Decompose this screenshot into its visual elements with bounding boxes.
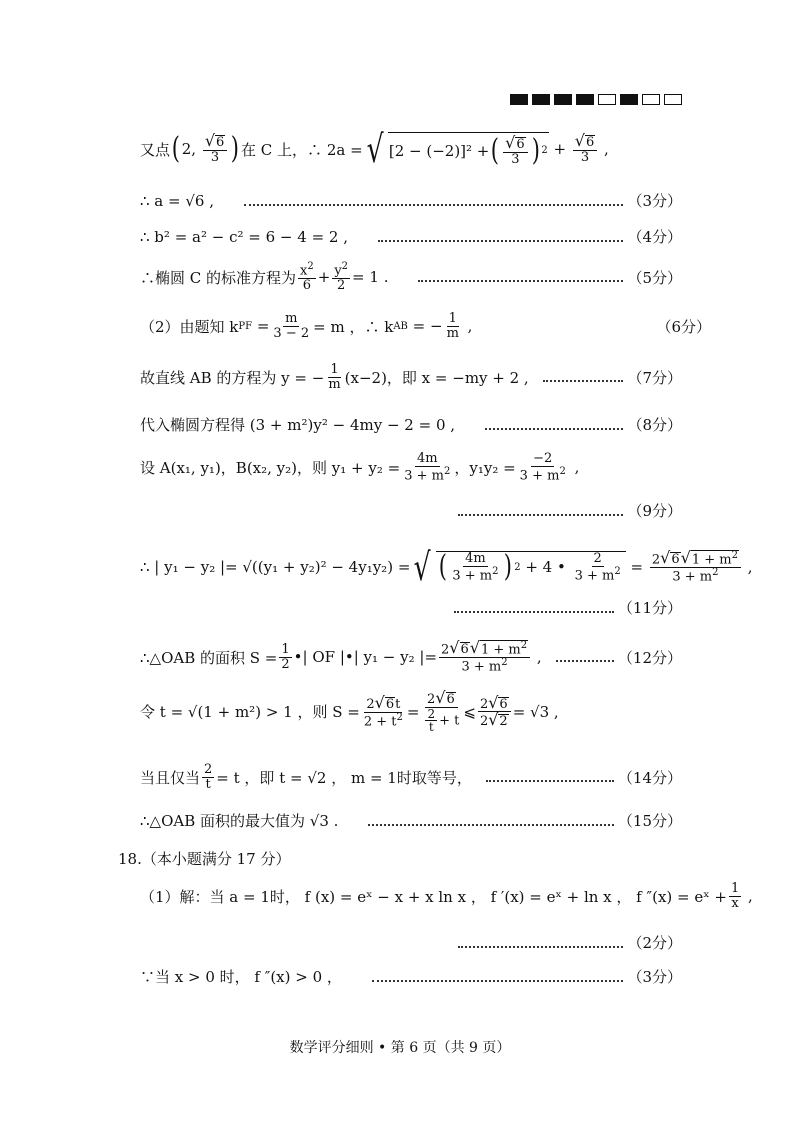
solution-line-19	[140, 966, 682, 987]
marker-square	[554, 94, 572, 105]
line-text: 当且仅当	[140, 768, 201, 787]
solution-line-5: （2）由题知 k PF = $\frac{m}{3 - 2}$ = m ，∴ k AB = − $\frac{1}{m}$ , （6分）	[140, 311, 711, 341]
dotted-leader	[372, 980, 624, 982]
marker-square	[620, 94, 638, 105]
line-text: ∴ | y₁ − y₂ |= √((y₁ + y₂)² − 4y₁y₂) =	[140, 558, 411, 576]
dotted-leader	[244, 204, 623, 206]
solution-line-13: 令 t = √(1 + m²) > 1 ，则 S = $\frac{2√6t}{2 + t^2}$ = 2√6 $\frac{2}{t}$ + t ⩽ $\frac{2√6}{2√2}$ = √3 ,	[140, 688, 559, 735]
dotted-leader	[486, 780, 614, 782]
line-text: •| OF |•| y₁ − y₂ |=	[293, 648, 438, 667]
line-text: 令 t = √(1 + m²) > 1 ，则 S =	[140, 703, 360, 722]
line-text: （1）解：当 a = 1时， f (x) = eˣ − x + x ln x ， f ′(x) = eˣ + ln x ， f ″(x) = eˣ +	[140, 887, 727, 906]
dotted-leader	[485, 428, 623, 430]
solution-line-6: 故直线 AB 的方程为 y = − $\frac{1}{m}$ (x−2)，即 x = −my + 2 , （7分）	[140, 362, 682, 392]
line-text: = m ，∴ k	[313, 317, 394, 336]
solution-line-9	[140, 500, 682, 521]
solution-line-2	[140, 190, 682, 211]
line-text: ∴ a = √6 ,	[140, 191, 214, 210]
line-text: 代入椭圆方程得 (3 + m²)y² − 4my − 2 = 0 ,	[140, 416, 456, 434]
problem-header: 18.（本小题满分 17 分）	[118, 850, 291, 868]
marker-square	[510, 94, 528, 105]
line-text: = 1 .	[352, 268, 389, 287]
dotted-leader	[458, 946, 623, 948]
solution-line-18	[140, 932, 682, 953]
dotted-leader	[378, 240, 623, 242]
score-label: （14分）	[617, 768, 682, 787]
score-label: （11分）	[617, 599, 682, 617]
line-text: 设 A(x₁, y₁)，B(x₂, y₂)，则 y₁ + y₂ =	[140, 458, 401, 477]
score-label: （7分）	[627, 368, 682, 387]
solution-line-4: ∴椭圆 C 的标准方程为 $\frac{x^2}{6}$ + $\frac{y^2}{2}$ = 1 . （5分）	[140, 261, 682, 293]
solution-line-12: ∴△OAB 的面积 S = $\frac{1}{2}$ •| OF |•| y₁ − y₂ |= $\frac{2√6√1 + m^2}{3 + m^2}$ , （12分）	[140, 638, 682, 675]
dotted-leader	[458, 514, 623, 516]
line-text: ∵当 x > 0 时， f ″(x) > 0 ，	[140, 968, 342, 986]
line-text: = √3 ,	[512, 702, 559, 721]
solution-line-3	[140, 226, 682, 247]
score-label: （3分）	[627, 968, 682, 986]
marker-square	[532, 94, 550, 105]
line-text: ∴椭圆 C 的标准方程为	[140, 268, 297, 287]
dotted-leader	[454, 611, 614, 613]
marker-square	[598, 94, 616, 105]
dotted-leader	[543, 380, 624, 382]
score-label: （4分）	[627, 228, 682, 246]
line-text: = t ，即 t = √2 ， m = 1时取等号，	[216, 768, 472, 787]
dotted-leader	[556, 660, 614, 662]
score-label: （8分）	[627, 416, 682, 434]
score-label: （12分）	[617, 648, 682, 667]
solution-line-10: ∴ | y₁ − y₂ |= √((y₁ + y₂)² − 4y₁y₂) = √ ( $\frac{4m}{3 + m^2}$ ) 2 + 4 • $\frac{2}{3 + m^2}$ = $\frac{2√6√1 + m^2}{3 + m^2}$ ,	[140, 545, 753, 589]
line-text: 在 C 上，∴ 2a =	[241, 140, 363, 159]
marker-square	[576, 94, 594, 105]
score-label: （5分）	[627, 268, 682, 287]
marker-square	[664, 94, 682, 105]
marker-square	[642, 94, 660, 105]
solution-line-1: 又点 ( 2, $\frac{√6}{3}$ ) 在 C 上，∴ 2a = √ [2 − (−2)]² + ( $\frac{√6}{3}$ ) 2 + $\frac{√6}{3}$ ,	[140, 127, 609, 171]
line-text: 故直线 AB 的方程为 y = −	[140, 368, 325, 387]
line-text: (x−2)，即 x = −my + 2 ,	[344, 368, 529, 387]
score-label: （15分）	[617, 812, 682, 830]
line-text: ∴ b² = a² − c² = 6 − 4 = 2 ,	[140, 227, 348, 246]
solution-line-17: （1）解：当 a = 1时， f (x) = eˣ − x + x ln x ， f ′(x) = eˣ + ln x ， f ″(x) = eˣ + $\frac{1}{x}$ ,	[140, 881, 753, 911]
line-text: （2）由题知 k	[140, 317, 239, 336]
score-label: （6分）	[656, 317, 711, 336]
line-text: ∴△OAB 的面积 S =	[140, 648, 278, 667]
score-label: （3分）	[627, 192, 682, 210]
score-label: （2分）	[627, 934, 682, 952]
solution-line-15	[140, 810, 682, 831]
solution-line-8: 设 A(x₁, y₁)，B(x₂, y₂)，则 y₁ + y₂ = $\frac{4m}{3 + m^2}$ ，y₁y₂ = $\frac{-2}{3 + m^2}$ ,	[140, 451, 580, 483]
line-text: [2 − (−2)]² +	[388, 141, 490, 160]
solution-line-14: 当且仅当 $\frac{2}{t}$ = t ，即 t = √2 ， m = 1时取等号， （14分）	[140, 762, 682, 792]
score-label: （9分）	[627, 502, 682, 520]
line-text: ∴△OAB 面积的最大值为 √3 .	[140, 812, 339, 830]
page-footer: 数学评分细则 • 第 6 页（共 9 页）	[289, 1040, 511, 1056]
dotted-leader	[418, 280, 623, 282]
solution-line-7	[140, 414, 682, 435]
dotted-leader	[368, 824, 613, 826]
line-text: 又点	[140, 140, 171, 159]
line-text: ，y₁y₂ =	[454, 458, 516, 477]
page-marker-strip	[510, 94, 682, 105]
solution-line-11	[140, 597, 682, 618]
